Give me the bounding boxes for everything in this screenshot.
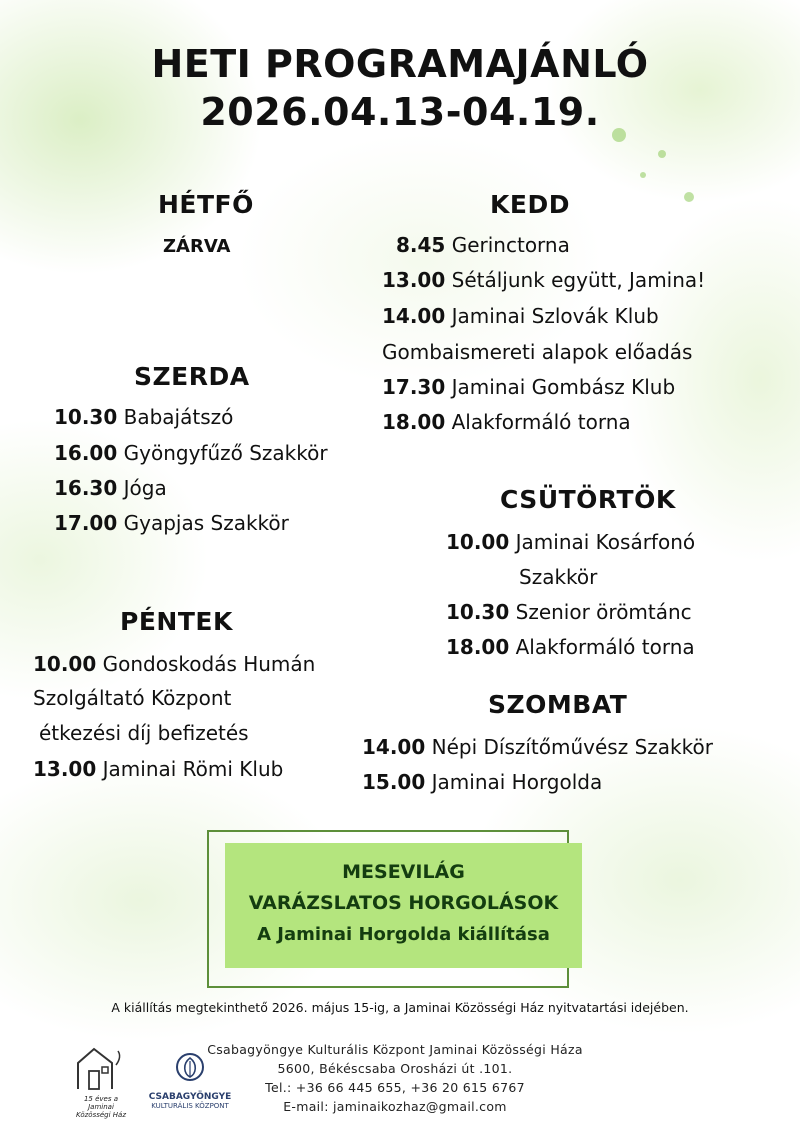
contact-org: Csabagyöngye Kulturális Központ Jaminai Közösségi Háza xyxy=(207,1042,583,1057)
program-item: 18.00 Alakformáló torna xyxy=(382,410,631,434)
program-item: étkezési díj befizetés xyxy=(39,721,249,745)
day-heading-tuesday: KEDD xyxy=(490,190,570,219)
exhibition-organizer: A Jaminai Horgolda kiállítása xyxy=(257,924,550,945)
program-item: 16.00 Gyöngyfűző Szakkör xyxy=(54,441,328,465)
program-item: 10.00 Jaminai Kosárfonó xyxy=(446,530,696,554)
house-logo xyxy=(72,1045,130,1125)
program-item: Szakkör xyxy=(519,565,598,589)
page-title: HETI PROGRAMAJÁNLÓ xyxy=(151,42,649,86)
exhibition-text xyxy=(225,843,582,950)
csabagyongye-name: CSABAGYÖNGYE xyxy=(148,1092,232,1102)
program-item: 10.30 Szenior örömtánc xyxy=(446,600,692,624)
program-item: 8.45 Gerinctorna xyxy=(396,233,570,257)
program-item: Gombaismereti alapok előadás xyxy=(382,340,693,364)
contact-phone: Tel.: +36 66 445 655, +36 20 615 6767 xyxy=(265,1080,525,1095)
contact-email[interactable]: E-mail: jaminaikozhaz@gmail.com xyxy=(283,1099,507,1114)
program-item: 13.00 Sétáljunk együtt, Jamina! xyxy=(382,268,706,292)
day-heading-friday: PÉNTEK xyxy=(120,607,233,636)
exhibition-subtitle: VARÁZSLATOS HORGOLÁSOK xyxy=(248,892,559,914)
day-heading-thursday: CSÜTÖRTÖK xyxy=(500,485,676,514)
house-logo-caption: 15 éves a Jaminai Közösségi Ház xyxy=(75,1095,127,1119)
program-item: Szolgáltató Központ xyxy=(33,686,232,710)
program-item: 18.00 Alakformáló torna xyxy=(446,635,695,659)
day-heading-saturday: SZOMBAT xyxy=(488,690,628,719)
decor-dot xyxy=(640,172,646,178)
monday-closed: ZÁRVA xyxy=(163,236,231,257)
program-item: 13.00 Jaminai Römi Klub xyxy=(33,757,284,781)
house-icon xyxy=(72,1045,130,1091)
exhibition-note: A kiállítás megtekinthető 2026. május 15-ig, a Jaminai Közösségi Ház nyitvatartási idejében. xyxy=(111,1000,689,1015)
program-item: 15.00 Jaminai Horgolda xyxy=(362,770,603,794)
decor-dot xyxy=(684,192,694,202)
day-heading-monday: HÉTFŐ xyxy=(158,190,254,219)
csabagyongye-sub: KULTURÁLIS KÖZPONT xyxy=(151,1102,229,1110)
program-item: 10.30 Babajátszó xyxy=(54,405,234,429)
decor-dot xyxy=(658,150,666,158)
date-range: 2026.04.13-04.19. xyxy=(200,90,600,134)
day-heading-wednesday: SZERDA xyxy=(134,362,250,391)
program-item: 17.30 Jaminai Gombász Klub xyxy=(382,375,676,399)
program-item: 16.30 Jóga xyxy=(54,476,167,500)
program-item: 10.00 Gondoskodás Humán xyxy=(33,652,316,676)
program-item: 14.00 Népi Díszítőművész Szakkör xyxy=(362,735,713,759)
exhibition-title: MESEVILÁG xyxy=(342,861,465,883)
contact-block xyxy=(185,1040,605,1116)
contact-address: 5600, Békéscsaba Orosházi út .101. xyxy=(277,1061,513,1076)
program-item: 17.00 Gyapjas Szakkör xyxy=(54,511,289,535)
program-item: 14.00 Jaminai Szlovák Klub xyxy=(382,304,659,328)
